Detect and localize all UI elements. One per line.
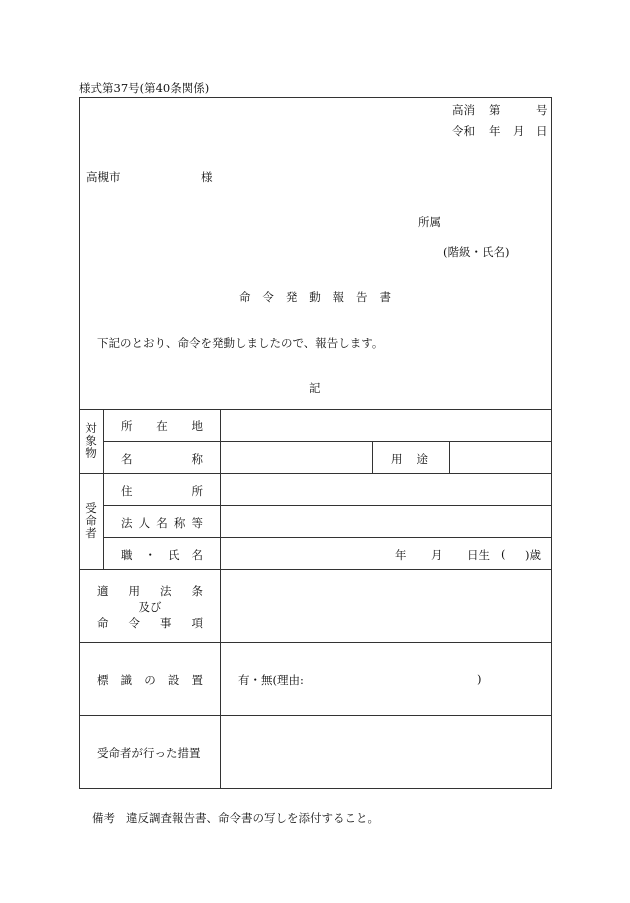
date-era: 令和 xyxy=(452,124,475,138)
birth-age-line: 年 月 日生 ( )歳 xyxy=(395,547,541,562)
remarks-label: 備考 xyxy=(92,811,115,825)
row-line xyxy=(103,441,552,442)
address-label: 住 所 xyxy=(121,484,203,498)
title-char: 発 xyxy=(285,290,298,304)
label-column-line xyxy=(220,409,221,789)
title-char: 告 xyxy=(356,290,368,304)
table-top-line xyxy=(79,409,552,410)
measures-label: 受命者が行った措置 xyxy=(97,746,201,760)
row-line xyxy=(79,569,552,570)
number-go: 号 xyxy=(536,103,548,117)
row-line xyxy=(79,473,552,474)
use-column-line xyxy=(449,441,450,473)
title-char: 書 xyxy=(379,290,391,304)
sign-installation-close: ) xyxy=(477,672,482,686)
title-char: 報 xyxy=(332,290,345,304)
intro-text: 下記のとおり、命令を発動しましたので、報告します。 xyxy=(97,336,384,350)
date-month: 月 xyxy=(513,124,525,138)
number-prefix: 高消 xyxy=(452,103,475,117)
sign-installation-label: 標 識 の 設 置 xyxy=(97,673,203,687)
name-label: 名 称 xyxy=(121,452,203,466)
sender-rank-name: (階級・氏名) xyxy=(443,245,510,259)
title-char: 命 xyxy=(239,290,251,304)
row-line xyxy=(79,715,552,716)
row-line xyxy=(103,537,552,538)
location-label: 所 在 地 xyxy=(121,419,203,433)
document-number-line xyxy=(452,102,548,118)
title-char: 令 xyxy=(262,290,274,304)
addressee-honorific: 様 xyxy=(201,170,213,184)
row-line xyxy=(79,642,552,643)
document-date-line xyxy=(452,123,548,139)
use-label: 用 途 xyxy=(391,452,428,466)
target-group-label: 対象物 xyxy=(84,422,98,460)
law-label-line3: 命 令 事 項 xyxy=(97,616,203,630)
law-label-line2: 及び xyxy=(138,600,162,614)
document-title xyxy=(239,289,391,305)
row-line xyxy=(103,505,552,506)
recipient-group-label: 受命者 xyxy=(84,502,98,540)
sender-affiliation: 所属 xyxy=(418,215,441,229)
group-column-line xyxy=(103,409,104,569)
use-column-line xyxy=(372,441,373,473)
sign-installation-value: 有・無(理由: xyxy=(238,673,304,687)
number-dai: 第 xyxy=(489,103,501,117)
law-label-line1: 適 用 法 条 xyxy=(97,584,203,598)
date-day: 日 xyxy=(536,124,548,138)
date-year: 年 xyxy=(489,124,501,138)
addressee-city: 高槻市 xyxy=(86,170,121,184)
position-name-label: 職 ・ 氏 名 xyxy=(121,548,203,562)
title-char: 動 xyxy=(309,290,321,304)
corp-name-label: 法 人 名 称 等 xyxy=(121,516,203,530)
form-number-label: 様式第37号(第40条関係) xyxy=(79,81,210,95)
remarks-text: 違反調査報告書、命令書の写しを添付すること。 xyxy=(126,811,379,825)
ki-label: 記 xyxy=(309,381,321,395)
